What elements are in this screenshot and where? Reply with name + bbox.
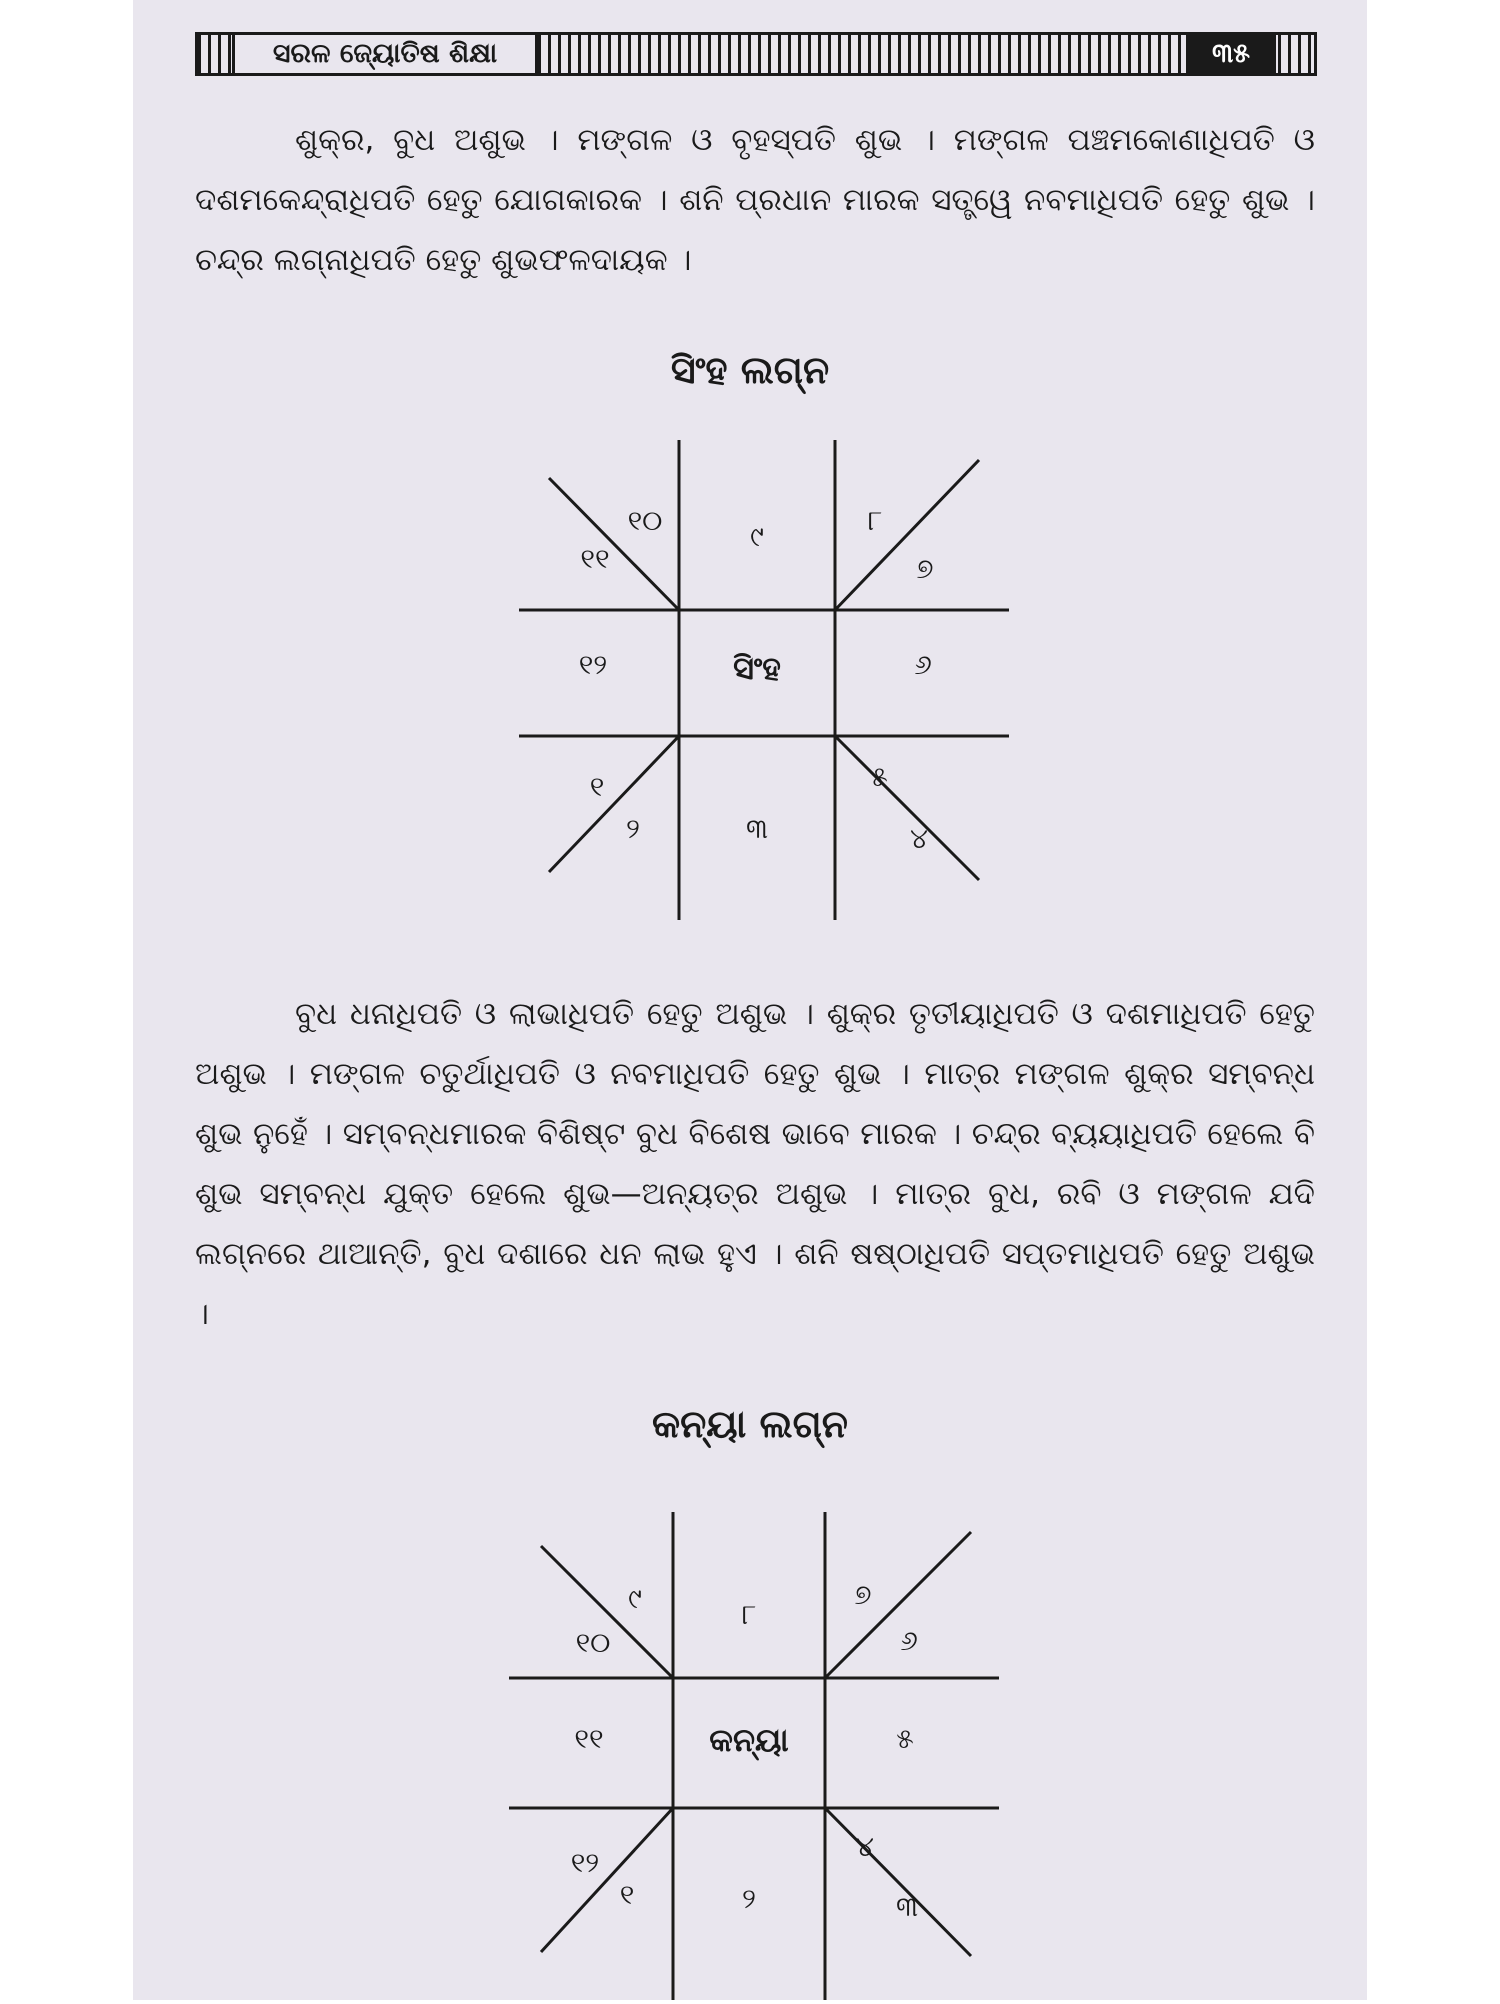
chart-diagonal-line (825, 1808, 971, 1956)
house-label: ୧୦ (575, 1626, 611, 1659)
house-label: ୩ (895, 1890, 919, 1923)
house-label: ୧୦ (627, 504, 663, 537)
house-label: ୫ (870, 760, 888, 793)
chart-diagonal-line (549, 478, 679, 610)
book-title: ସରଳ ଜ୍ୟୋତିଷ ଶିକ୍ଷା (232, 35, 538, 73)
paragraph-leo-intro: ଶୁକ୍ର, ବୁଧ ଅଶୁଭ । ମଙ୍ଗଳ ଓ ବୃହସ୍ପତି ଶୁଭ । ମଙ୍ଗଳ ପଞ୍ଚମକୋଣାଧିପତି ଓ ଦଶମକେନ୍ଦ୍ରାଧିପତି ହେତୁ ଯୋଗକାରକ । ଶନି ପ୍ରଧାନ ମାରକ ସତ୍ତ୍ୱେ ନବମାଧିପତି ହେତୁ ଶୁଭ । ଚନ୍ଦ୍ର ଲଗ୍ନାଧିପତି ହେତୁ ଶୁଭଫଳଦାୟକ । (195, 122, 1315, 278)
book-page (133, 0, 1367, 2000)
house-label: ୯ (628, 1582, 642, 1615)
leo-lagna-chart (519, 440, 1009, 924)
lagna-sign-label: କନ୍ୟା (709, 1721, 789, 1759)
house-label: ୧୧ (580, 542, 610, 575)
house-label: ୧ (589, 770, 605, 803)
house-label: ୨ (742, 1882, 756, 1915)
house-label: ୩ (745, 812, 769, 845)
heading-leo-lagna: ସିଂହ ଲଗ୍ନ (670, 348, 830, 392)
chart-diagonal-line (835, 736, 979, 880)
house-label: ୮ (741, 1598, 757, 1631)
house-label: ୫ (896, 1722, 914, 1755)
house-label: ୬ (900, 1624, 918, 1657)
house-label: ୪ (856, 1830, 874, 1863)
house-label: ୧୨ (578, 648, 608, 681)
house-label: ୬ (914, 648, 932, 681)
running-header (195, 32, 1317, 76)
lagna-sign-label: ସିଂହ (733, 649, 781, 687)
page-number: ୩୫ (1186, 35, 1276, 73)
house-label: ୮ (867, 504, 883, 537)
house-label: ୧୨ (570, 1846, 600, 1879)
chart-diagonal-line (825, 1532, 971, 1678)
virgo-lagna-chart-svg (509, 1512, 999, 2000)
paragraph-virgo-intro: ବୁଧ ଧନାଧିପତି ଓ ଲାଭାଧିପତି ହେତୁ ଅଶୁଭ । ଶୁକ୍ର ତୃତୀୟାଧିପତି ଓ ଦଶମାଧିପତି ହେତୁ ଅଶୁଭ । ମଙ୍ଗଳ ଚତୁର୍ଥାଧିପତି ଓ ନବମାଧିପତି ହେତୁ ଶୁଭ । ମାତ୍ର ମଙ୍ଗଳ ଶୁକ୍ର ସମ୍ବନ୍ଧ ଶୁଭ ନୁହେଁ । ସମ୍ବନ୍ଧମାରକ ବିଶିଷ୍ଟ ବୁଧ ବିଶେଷ ଭାବେ ମାରକ । ଚନ୍ଦ୍ର ବ୍ୟୟାଧିପତି ହେଲେ ବି ଶୁଭ ସମ୍ବନ୍ଧ ଯୁକ୍ତ ହେଲେ ଶୁଭ—ଅନ୍ୟତ୍ର ଅଶୁଭ । ମାତ୍ର ବୁଧ, ରବି ଓ ମଙ୍ଗଳ ଯଦି ଲଗ୍ନରେ ଥାଆନ୍ତି, ବୁଧ ଦଶାରେ ଧନ ଲାଭ ହୁଏ । ଶନି ଷଷ୍ଠାଧିପତି ସପ୍ତମାଧିପତି ହେତୁ ଅଶୁଭ । (195, 996, 1315, 1332)
house-label: ୯ (750, 520, 764, 553)
house-label: ୭ (854, 1578, 872, 1611)
virgo-lagna-chart (509, 1512, 999, 2004)
chart-diagonal-line (835, 460, 979, 610)
house-label: ୨ (626, 812, 640, 845)
chart-diagonal-line (541, 1808, 673, 1952)
house-label: ୧୧ (574, 1722, 604, 1755)
chart-diagonal-line (549, 736, 679, 872)
house-label: ୧ (619, 1878, 635, 1911)
heading-virgo-lagna: କନ୍ୟା ଲଗ୍ନ (652, 1402, 848, 1446)
house-label: ୭ (916, 552, 934, 585)
leo-lagna-chart-svg (519, 440, 1009, 920)
house-label: ୪ (910, 822, 928, 855)
